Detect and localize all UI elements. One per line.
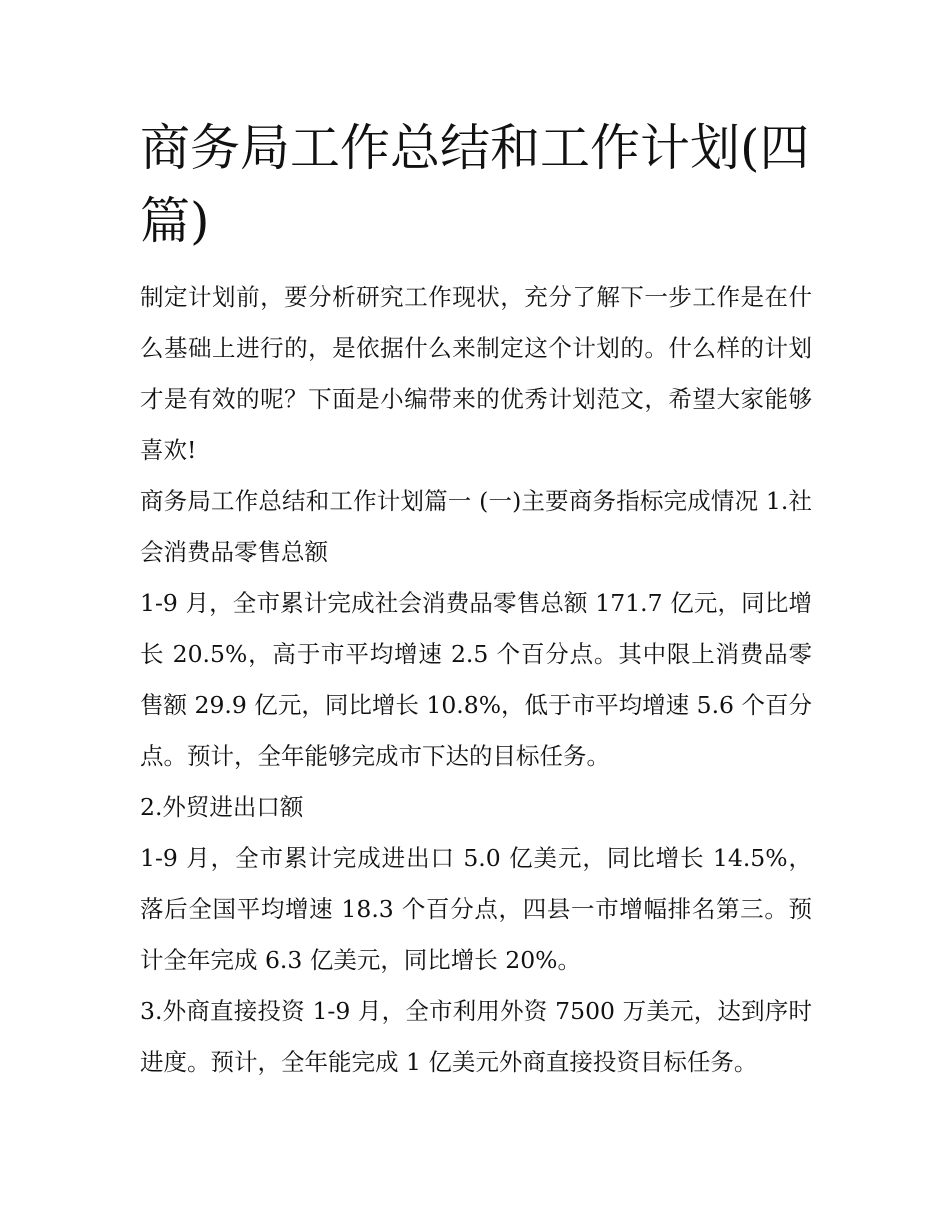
intro-paragraph: 制定计划前，要分析研究工作现状，充分了解下一步工作是在什么基础上进行的，是依据什么来制定这个计划的。什么样的计划才是有效的呢？下面是小编带来的优秀计划范文，希望大家能够喜欢! bbox=[140, 283, 812, 464]
section-heading-paragraph: 商务局工作总结和工作计划篇一 (一)主要商务指标完成情况 1.社会消费品零售总额 bbox=[140, 487, 812, 566]
fdi-paragraph: 3.外商直接投资 1-9 月，全市利用外资 7500 万美元，达到序时进度。预计，全年能完成 1 亿美元外商直接投资目标任务。 bbox=[140, 997, 812, 1076]
document-title: 商务局工作总结和工作计划(四篇) bbox=[140, 119, 810, 250]
foreign-trade-heading: 2.外贸进出口额 bbox=[140, 793, 304, 821]
retail-sales-paragraph: 1-9 月，全市累计完成社会消费品零售总额 171.7 亿元，同比增长 20.5%，高于市平均增速 2.5 个百分点。其中限上消费品零售额 29.9 亿元，同比增长 10.8%，低于市平均增速 5.6 个百分点。预计，全年能够完成市下达的目标任务。 bbox=[140, 589, 812, 770]
document-page bbox=[140, 112, 812, 1088]
foreign-trade-paragraph: 1-9 月，全市累计完成进出口 5.0 亿美元，同比增长 14.5%，落后全国平均增速 18.3 个百分点，四县一市增幅排名第三。预计全年完成 6.3 亿美元，同比增长 20%。 bbox=[140, 844, 812, 974]
